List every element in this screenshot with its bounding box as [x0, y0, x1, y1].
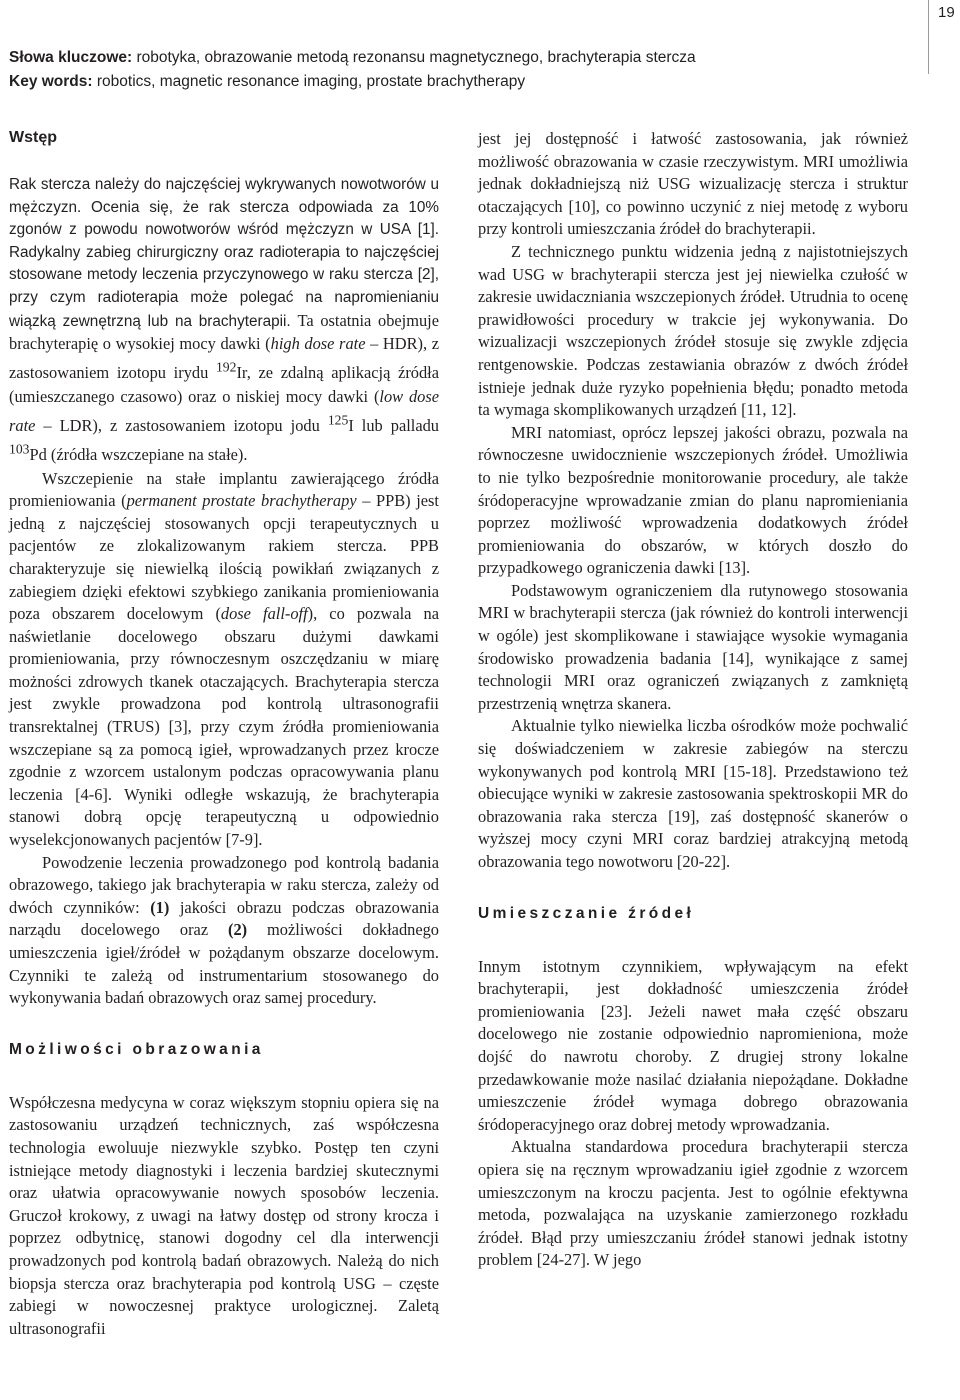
intro-paragraph-1 — [9, 174, 439, 468]
intro-p4-c: możliwości dokładnego umieszczenia igieł/źródeł w pożądanym obszarze docelowym. Czynniki te zależą od instrumentarium stosowanego do wykonywania badań obrazowych oraz samej procedury. — [9, 920, 440, 1008]
intro-p2-ldr-term: low dose rate — [9, 386, 439, 435]
intro-p3-falloff-term: dose fall-off — [220, 604, 308, 624]
heading-imaging-possibilities: Możliwości obrazowania — [9, 1040, 264, 1058]
intro-p4-factor-1: (1) — [150, 897, 170, 917]
imaging-paragraph-3: Z technicznego punktu widzenia jedną z najistotniejszych wad USG w brachyterapii stercza jest jej niewielka czułość w zakresie uwidaczniania wszczepionych źródeł. Utrudnia to ocenę prawidłowości procedury w trakcie jej wykonywania. Do wizualizacji wszczepionych źródeł stosuje się zwykle zdjęcia rentgenowskie. Podczas zestawiania obrazów z dwóch źródeł istnieje jednak duże ryzyko popełnienia błędu; ponadto metoda ta wymaga skomplikowanych urządzeń [11, 12]. — [478, 241, 908, 420]
imaging-paragraph-6: Aktualnie tylko niewielka liczba ośrodków może pochwalić się doświadczeniem w zakresie zabiegów na sterczu wykonywanych pod kontrolą MRI [15-18]. Przedstawiono też obiecujące wyniki w zakresie zastosowania spektroskopii MR do obrazowania raka stercza [19], zaś dostępność skanerów o wyższej mocy czyni MRI coraz bardziej atrakcyjną metodą obrazowania tego nowotworu [20-22]. — [478, 716, 908, 871]
intro-p2-i-superscript: 125 — [327, 412, 349, 428]
intro-p4-factor-2: (2) — [228, 920, 248, 940]
imaging-paragraph-1: Współczesna medycyna w coraz większym stopniu opiera się na zastosowaniu urządzeń technicznych, zaś współczesna technologia ewoluuje niezwykle szybko. Postęp ten czyni istniejące metody diagnostyki i leczenia bardziej skutecznymi oraz ułatwia opracowywanie nowych sposobów leczenia. Gruczoł krokowy, z uwagi na łatwy dostęp od strony krocza i poprzez odbytnicę, stanowi dogodny cel dla interwencji prowadzonych pod kontrolą badań obrazowych. Należą do nich biopsja stercza oraz brachyterapia pod kontrolą USG – częste zabiegi w nowoczesnej praktyce urologicznej. Zaletą ultrasonografii — [9, 1092, 439, 1338]
keywords-english-text: robotics, magnetic resonance imaging, prostate brachytherapy — [92, 73, 526, 90]
intro-p2-b: – HDR), z zastosowaniem izotopu irydu — [9, 334, 439, 383]
intro-p3-c: ), co pozwala na naświetlanie docelowego obszaru dużymi dawkami promieniowania, przy równoczesnym oszczędzaniu w miarę możności zdrowych tkanek otaczających. Brachyterapia stercza jest zwykle prowadzona pod kontrolą ultrasonografii transrektalnej (TRUS) [3], przy czym źródła promieniowania wszczepiane są za pomocą igieł, wprowadzanych przez krocze zgodnie z wzorcem ustalonym podczas opracowywania planu leczenia [4-6]. Wyniki odległe wskazują, że brachyterapia stanowi dobrą opcję terapeutyczną u odpowiednio wyselekcjonowanych pacjentów [7-9]. — [9, 604, 439, 850]
intro-p2-e: I lub palladu — [348, 415, 440, 435]
heading-introduction: Wstęp — [9, 129, 57, 146]
intro-paragraph-3 — [9, 852, 439, 1010]
page-number: 19 — [938, 4, 955, 21]
right-column — [478, 128, 908, 1272]
intro-paragraph-1-text: Rak stercza należy do najczęściej wykrywanych nowotworów u mężczyzn. Ocenia się, że rak stercza odpowiada za 10% zgonów z powodu nowotworów wśród mężczyzn w USA [1]. Radykalny zabieg chirurgiczny oraz radioterapia to najczęściej stosowane metody leczenia przyczynowego w raku stercza [2], przy czym radioterapia może polegać na napromienianiu wiązką zewnętrzną lub na brachyterapii. — [9, 176, 439, 330]
left-column — [9, 126, 439, 1340]
intro-paragraph-1b — [9, 311, 439, 464]
placement-paragraph-1: Innym istotnym czynnikiem, wpływającym na efekt brachyterapii, jest dokładność umieszczenia źródeł promieniowania [23]. Jeżeli nawet mała część obszaru docelowego nie zostanie odpowiednio napromieniona, może dojść do nawrotu choroby. Z drugiej strony lokalne przedawkowanie może nasilać działania niepożądane. Dokładne umieszczenie źródeł wymaga dobrego obrazowania śródoperacyjnego oraz dobrej metody wprowadzania. — [478, 956, 908, 1134]
keywords-english-label: Key words: — [9, 73, 93, 90]
keywords-polish-text: robotyka, obrazowanie metodą rezonansu magnetycznego, brachyterapia stercza — [132, 49, 696, 66]
imaging-paragraph-4: MRI natomiast, oprócz lepszej jakości obrazu, pozwala na równoczesne uwidocznienie wszczepionych źródeł. Umożliwia to nie tylko bezpośrednie monitorowanie procedury, ale także śródoperacyjne wprowadzanie zmian do planu napromieniania poprzez możliwość wprowadzenia dodatkowych źródeł promieniowania do obszarów, w których doszło do przypadkowego ograniczenia dawki [13]. — [478, 422, 908, 578]
keywords-polish-label: Słowa kluczowe: — [9, 49, 133, 66]
intro-p3-a: Wszczepienie na stałe implantu zawierającego źródła promieniowania ( — [9, 468, 439, 511]
heading-source-placement: Umieszczanie źródeł — [478, 904, 695, 922]
intro-p2-d: – LDR), z zastosowaniem izotopu jodu — [35, 415, 328, 435]
placement-paragraph-2: Aktualna standardowa procedura brachyterapii stercza opiera się na ręcznym wprowadzaniu igieł zgodnie z wzorcem umieszczonym na kroczu pacjenta. Jest to ogólnie efektywna metoda, pozwalająca na uzyskanie zamierzonego rozkładu źródeł. Błąd przy umieszczaniu źródeł stanowi jednak istotny problem [24-27]. W jego — [478, 1137, 908, 1270]
intro-p2-a: Ta ostatnia obejmuje brachyterapię o wysokiej mocy dawki ( — [9, 310, 440, 354]
imaging-paragraph-2: jest jej dostępność i łatwość zastosowania, jak również możliwość obrazowania w czasie rzeczywistym. MRI umożliwia jednak dokładniejszą niż USG wizualizację stercza i struktur otaczających [10], co powinno uczynić z niej metodę z wyboru przy kontroli umieszczania źródeł do brachyterapii. — [478, 129, 908, 239]
intro-p2-hdr-term: high dose rate — [270, 334, 366, 354]
intro-p4-b: jakości obrazu podczas obrazowania narządu docelowego oraz — [9, 897, 439, 940]
corner-rule — [928, 0, 929, 74]
intro-p3-ppb-term: permanent prostate brachytherapy — [126, 491, 357, 511]
keywords-polish — [9, 46, 909, 70]
intro-p2-ir-superscript: 192 — [215, 359, 237, 375]
intro-paragraph-2 — [9, 468, 439, 852]
imaging-paragraph-5: Podstawowym ograniczeniem dla rutynowego stosowania MRI w brachyterapii stercza (jak również do kontroli interwencji w ogóle) jest skomplikowane i stawiające wysokie wymagania środowisko prowadzenia badania [14], wynikające z samej technologii MRI oraz ograniczeń związanych z zamkniętą przestrzenią wnętrza skanera. — [478, 580, 908, 713]
keywords-english — [9, 70, 909, 94]
keywords-block — [9, 46, 909, 94]
intro-p4-a: Powodzenie leczenia prowadzonego pod kontrolą badania obrazowego, takiego jak brachyterapia w raku stercza, zależy od dwóch czynników: — [9, 852, 439, 917]
intro-p2-f: Pd (źródła wszczepiane na stałe). — [29, 444, 248, 464]
intro-p2-pd-superscript: 103 — [9, 441, 30, 457]
intro-p3-b: – PPB) jest jedną z najczęściej stosowanych opcji terapeutycznych u pacjentów ze zlokalizowanym rakiem stercza. PPB charakteryzuje się niewielką ilością powikłań związanych z zabiegiem dzięki efektowi szybkiego zanikania promieniowania poza obszarem docelowym ( — [9, 491, 439, 624]
intro-p2-c: Ir, ze zdalną aplikacją źródła (umieszczanego czasowo) oraz o niskiej mocy dawki ( — [9, 363, 439, 406]
